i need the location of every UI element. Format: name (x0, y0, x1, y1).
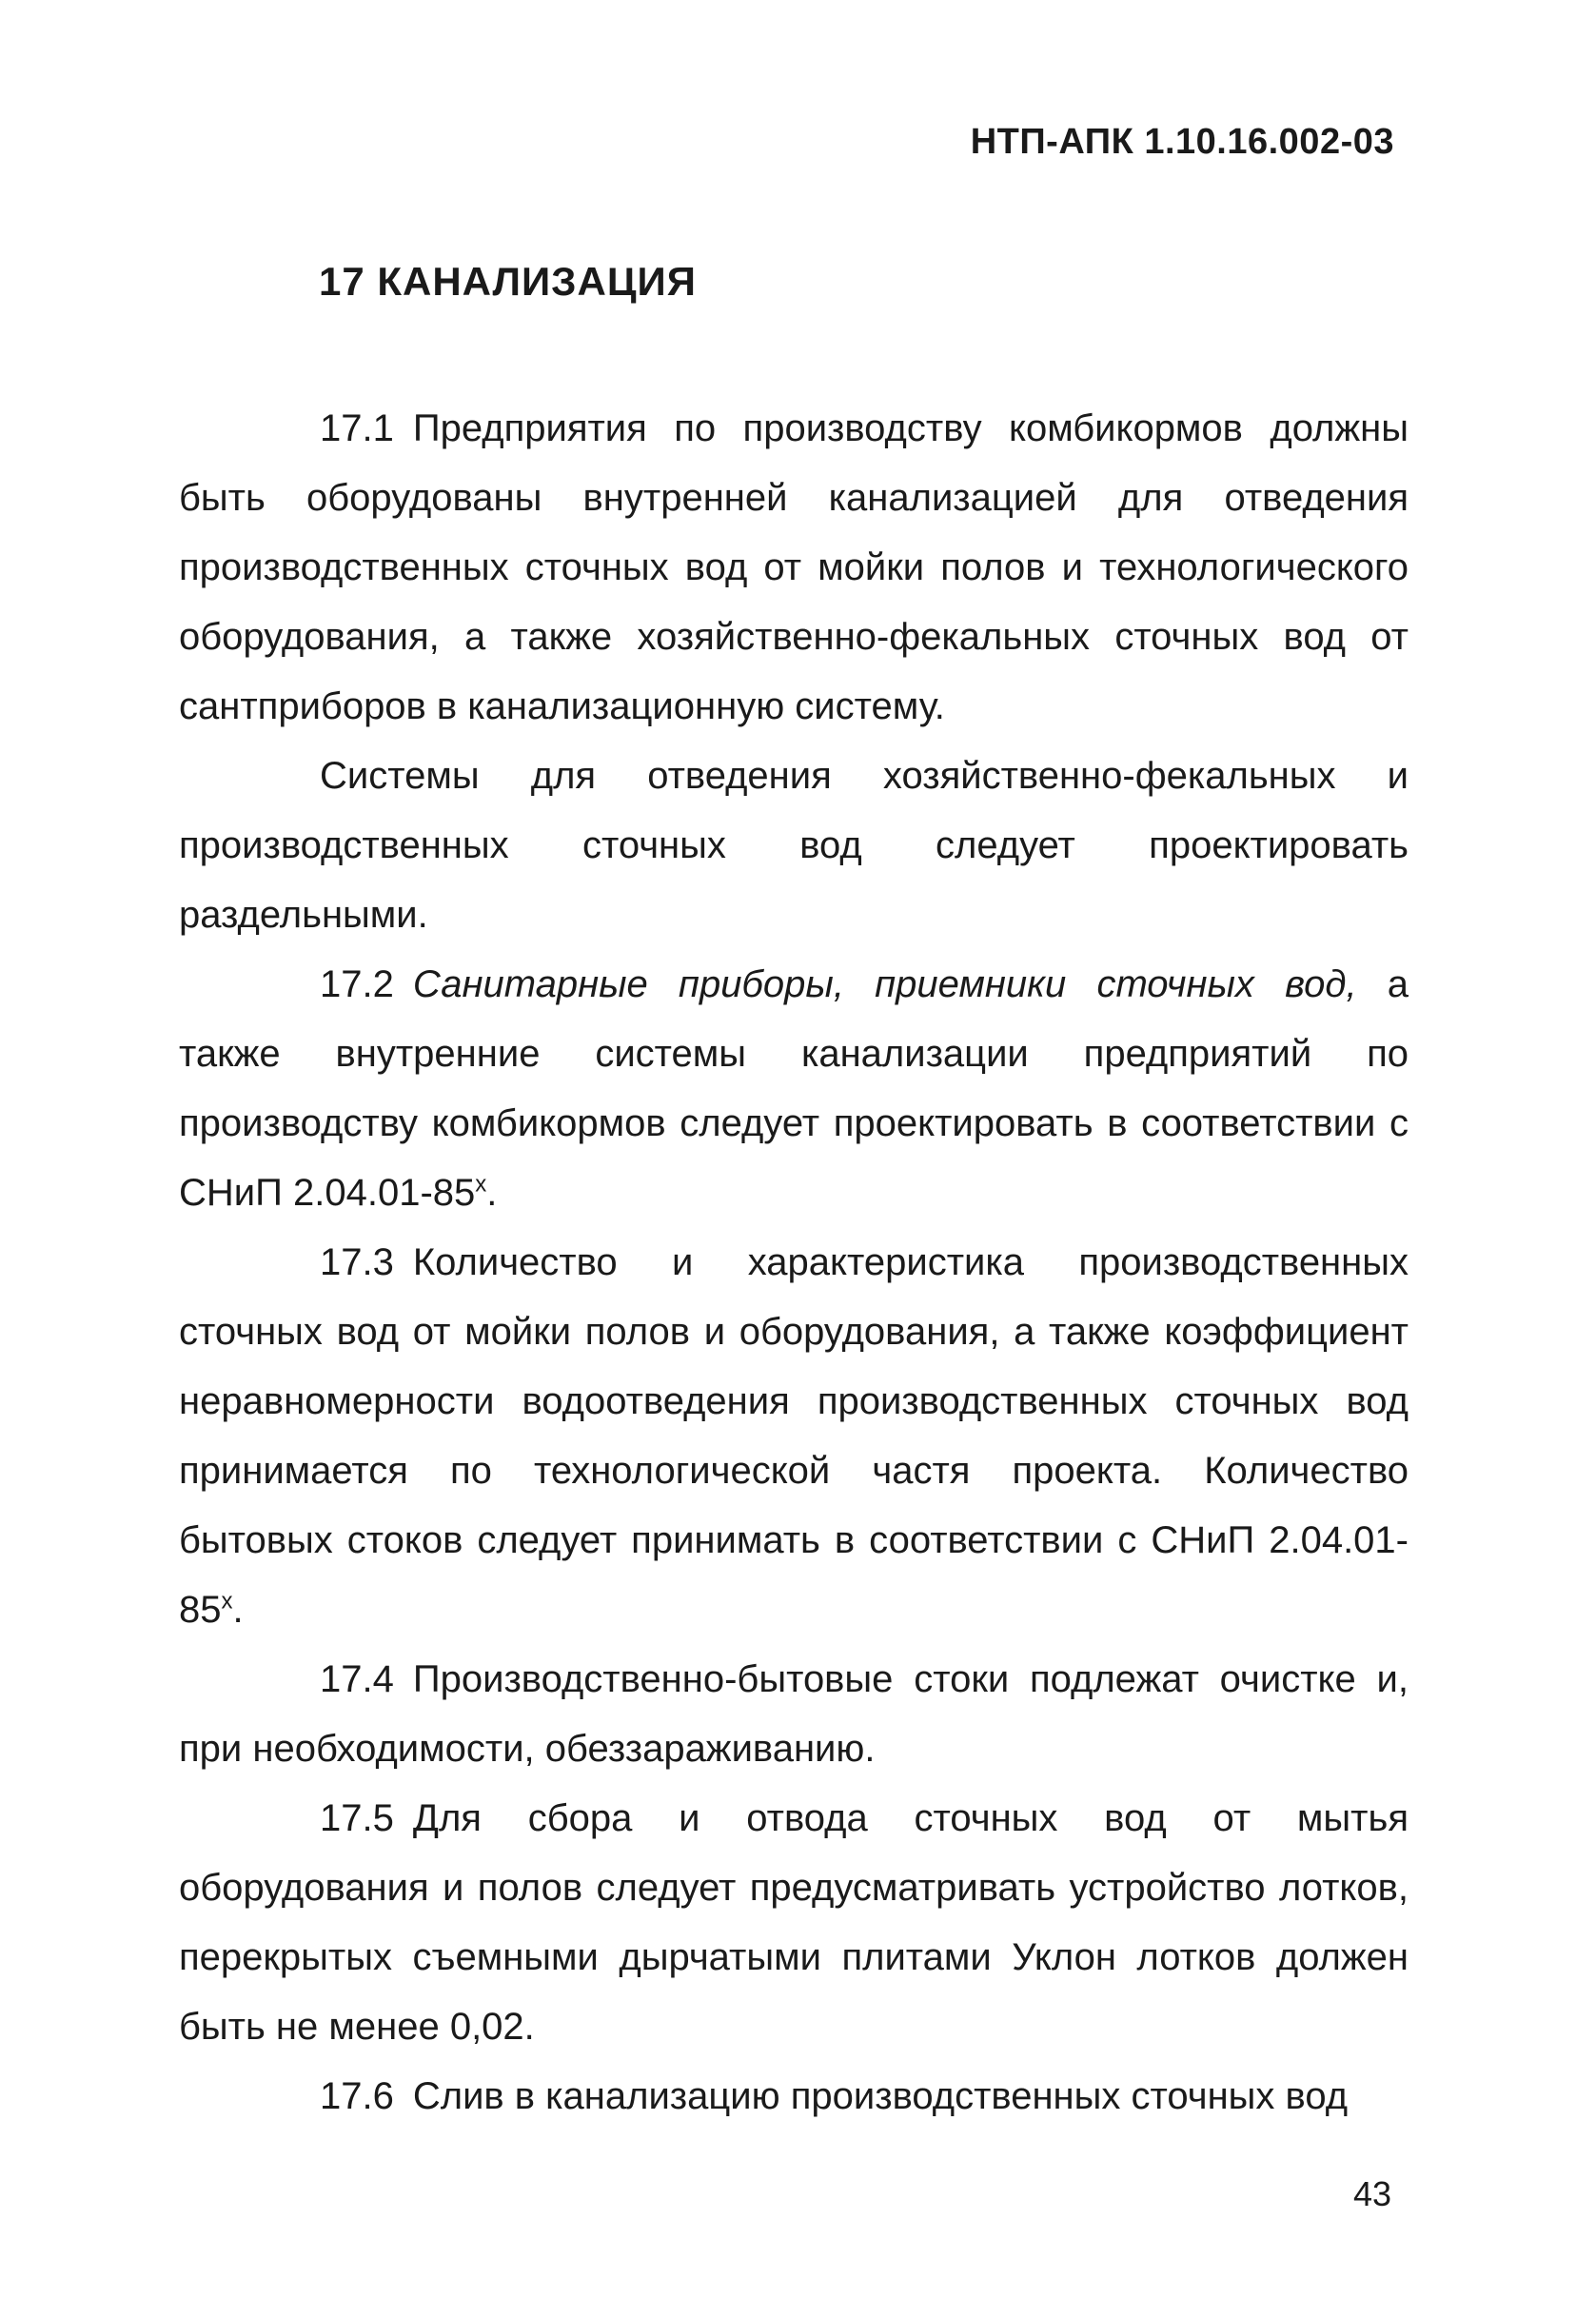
paragraph-text: Системы для отведения хозяйственно-фекальных и производственных сточных вод следует проектировать раздельными. (179, 755, 1409, 936)
paragraph-17-2 (179, 950, 1409, 1228)
document-code-header: НТП-АПК 1.10.16.002-03 (970, 122, 1394, 162)
paragraph-text: Слив в канализацию производственных сточных вод (412, 2075, 1349, 2117)
paragraph-17-6 (179, 2062, 1409, 2131)
section-title: 17 КАНАЛИЗАЦИЯ (319, 259, 697, 304)
paragraph-end: . (232, 1589, 244, 1631)
paragraph-number: 17.6 (320, 2075, 394, 2117)
paragraph-number: 17.4 (320, 1658, 394, 1700)
paragraph-17-1 (179, 394, 1409, 742)
page-number: 43 (1352, 2174, 1391, 2213)
paragraph-text: а также внутренние системы канализации предприятий по производству комбикормов следует проектировать в соответствии с СНиП 2.04.01-85 (179, 963, 1409, 1214)
paragraph-text: Для сбора и отвода сточных вод от мытья оборудования и полов следует предусматривать устройство лотков, перекрытых съемными дырчатыми плитами Уклон лотков должен быть не менее 0,02. (179, 1797, 1409, 2048)
paragraph-number: 17.3 (320, 1241, 394, 1283)
paragraph-number: 17.2 (320, 963, 394, 1005)
paragraph-17-1-continued (179, 742, 1409, 950)
document-body (179, 394, 1409, 2131)
paragraph-17-3 (179, 1228, 1409, 1645)
paragraph-number: 17.5 (320, 1797, 394, 1839)
paragraph-number: 17.1 (320, 407, 394, 449)
paragraph-17-4 (179, 1645, 1409, 1784)
superscript-mark: х (475, 1171, 487, 1198)
paragraph-end: . (486, 1172, 498, 1214)
paragraph-17-5 (179, 1784, 1409, 2062)
paragraph-italic-text: Санитарные приборы, приемники сточных вод, (412, 963, 1357, 1005)
paragraph-text: Предприятия по производству комбикормов должны быть оборудованы внутренней канализацией для отведения производственных сточных вод от мойки полов и технологического оборудования, а также хозяйственно-фекальных сточных вод от сантприборов в канализационную систему. (179, 407, 1409, 727)
paragraph-text: Количество и характеристика производственных сточных вод от мойки полов и оборудования, а также коэффициент неравномерности водоотведения производственных сточных вод принимается по технологической частя проекта. Количество бытовых стоков следует принимать в соответствии с СНиП 2.04.01-85 (179, 1241, 1409, 1631)
superscript-mark: х (221, 1588, 233, 1615)
paragraph-text: Производственно-бытовые стоки подлежат очистке и, при необходимости, обеззараживанию. (179, 1658, 1409, 1770)
